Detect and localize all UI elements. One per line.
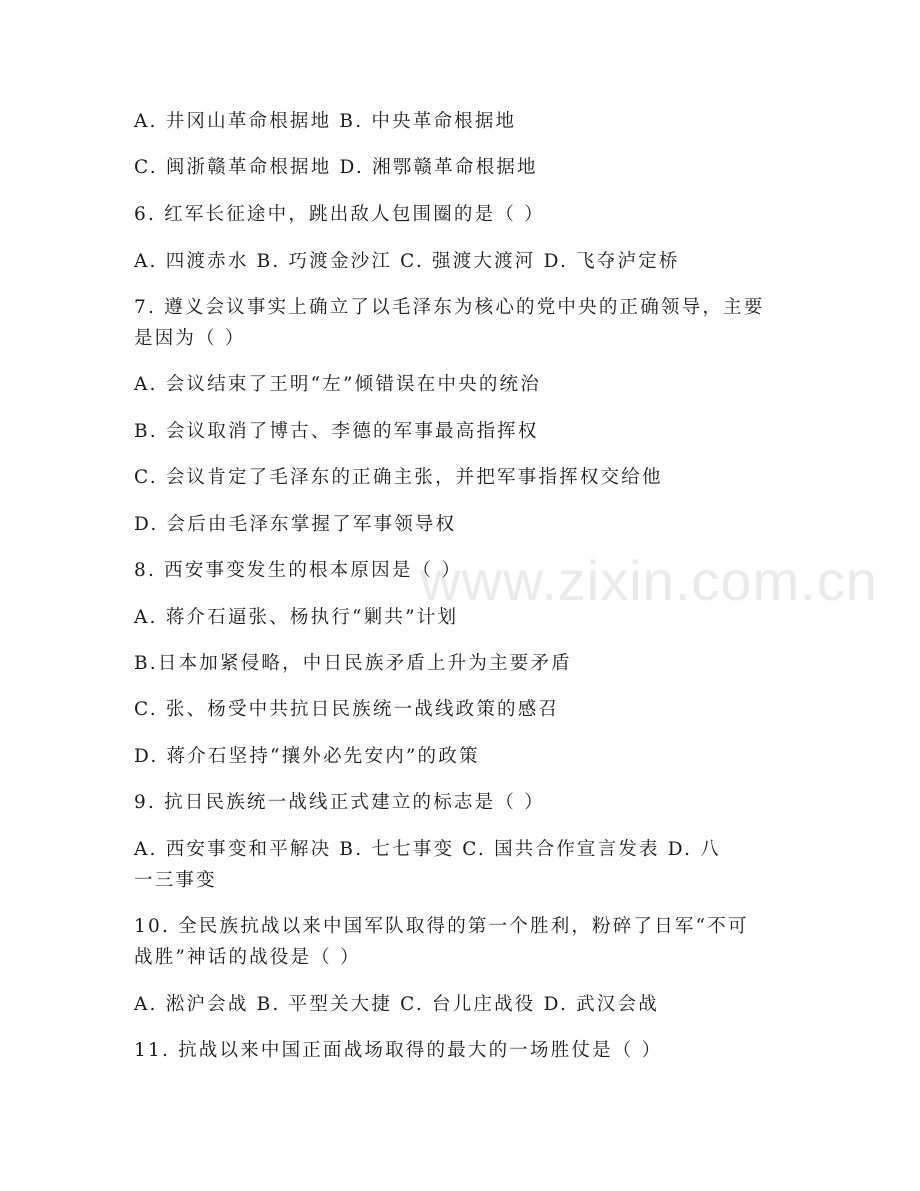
question-7-line-2: 是因为（ ） [134,328,246,349]
question-6: 6. 红军长征途中，跳出敌人包围圈的是（ ） [134,204,545,225]
option-q7-b: B. 会议取消了博古、李德的军事最高指挥权 [134,421,539,442]
option-q7-d: D. 会后由毛泽东掌握了军事领导权 [134,514,457,535]
option-q8-d: D. 蒋介石坚持“攘外必先安内”的政策 [134,746,480,767]
question-10-line-2: 战胜”神话的战役是（ ） [134,947,361,968]
option-line-q6: A. 四渡赤水 B. 巧渡金沙江 C. 强渡大渡河 D. 飞夺泸定桥 [134,251,680,272]
option-q7-c: C. 会议肯定了毛泽东的正确主张，并把军事指挥权交给他 [134,467,663,488]
option-q7-a: A. 会议结束了王明“左”倾错误在中央的统治 [134,374,541,395]
option-line-q5-ab: A. 井冈山革命根据地 B. 中央革命根据地 [134,111,517,132]
option-line-q9-cont: 一三事变 [134,870,217,891]
option-q8-a: A. 蒋介石逼张、杨执行“剿共”计划 [134,607,459,628]
watermark: www.zixin.com.cn [420,549,878,612]
option-line-q5-cd: C. 闽浙赣革命根据地 D. 湘鄂赣革命根据地 [134,157,538,178]
question-11: 11. 抗战以来中国正面战场取得的最大的一场胜仗是（ ） [134,1040,663,1061]
question-10-line-1: 10. 全民族抗战以来中国军队取得的第一个胜利，粉碎了日军“不可 [134,916,749,937]
option-line-q10: A. 淞沪会战 B. 平型关大捷 C. 台儿庄战役 D. 武汉会战 [134,994,659,1015]
question-8: 8. 西安事变发生的根本原因是（ ） [134,560,463,581]
question-9: 9. 抗日民族统一战线正式建立的标志是（ ） [134,792,545,813]
option-q8-c: C. 张、杨受中共抗日民族统一战线政策的感召 [134,699,560,720]
option-line-q9: A. 西安事变和平解决 B. 七七事变 C. 国共合作宣言发表 D. 八 [134,839,722,860]
option-q8-b: B.日本加紧侵略，中日民族矛盾上升为主要矛盾 [134,653,572,674]
question-7-line-1: 7. 遵义会议事实上确立了以毛泽东为核心的党中央的正确领导，主要 [134,297,765,318]
